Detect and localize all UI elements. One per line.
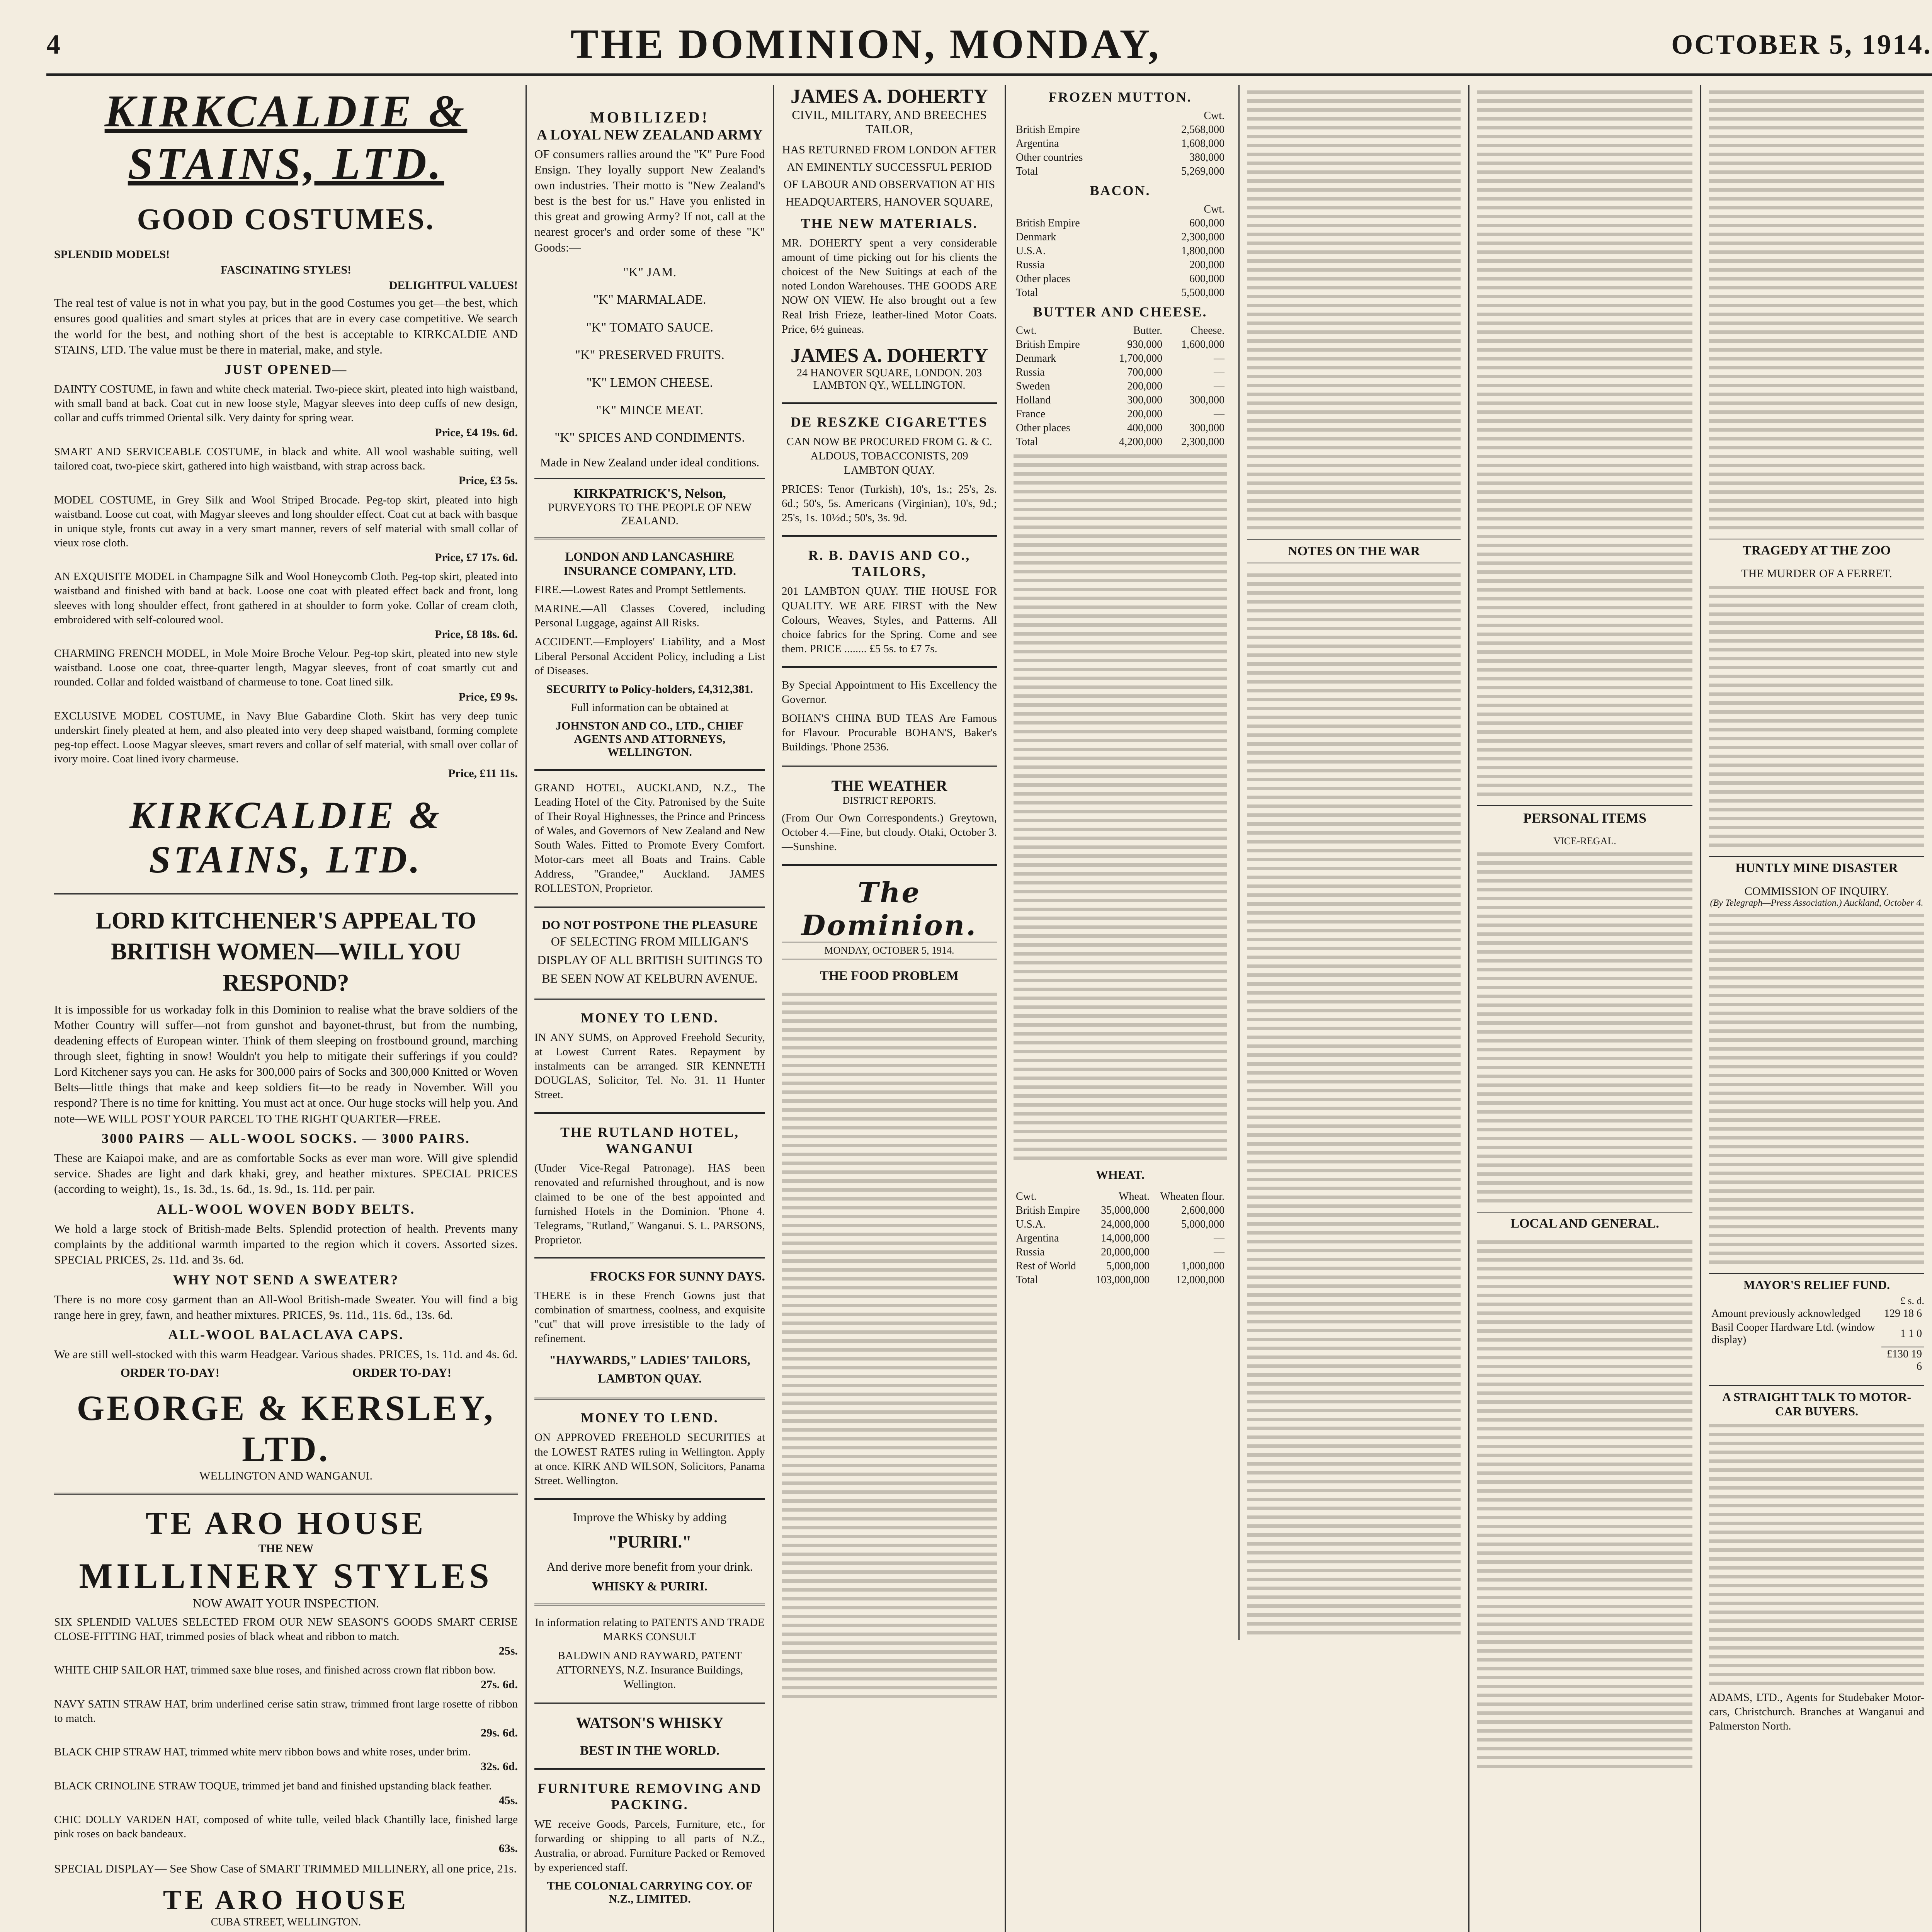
adams-signature: ADAMS, LTD., Agents for Studebaker Motor-cars, Christchurch. Branches at Wanganui and Palmerston North. [1709,1691,1924,1733]
item-price: 25s. [498,1644,518,1657]
weather-heading: THE WEATHER [831,777,947,794]
socks-body: These are Kaiapoi make, and are as comfortable Socks as ever man wore. Will give splendid service. Shades are light and dark khaki, grey, and heather mixtures. SPECIAL PRICES (according to weight), 1s., 1s. 3d., 1s. 6d., 1s. 9d., 1s. 11d. per pair. [54,1151,518,1196]
te-aro-house-footer: TE ARO HOUSE [163,1884,409,1916]
column-3 [773,85,1005,1932]
item-text: BLACK CHIP STRAW HAT, trimmed white merv ribbon bows and white roses, under brim. [54,1746,471,1759]
kitchener-appeal-body: It is impossible for us workaday folk in this Dominion to realise what the brave soldiers of the Mother Country will suffer—not from gunshot and bayonet-thrust, but from the numbing, deadening effects of European winter. Think of them sleeping on frostbound ground, marching through sleet, fighting in snow! Wouldn't you help to mitigate their sufferings if you could? Lord Kitchener says you can. He asks for 300,000 pairs of Socks and 300,000 Knitted or Woven Belts—little things that make and keep soldiers fit—to be ready in November. Will you respond? There is no time for knitting. You must act at once. Our huge stocks will help you. And note—WE WILL POST YOUR PARCEL TO THE RIGHT QUARTER—FREE. [54,1002,518,1125]
doherty-name-2: JAMES A. DOHERTY [790,344,988,367]
table-row: Basil Cooper Hardware Ltd. (window display) 1 1 0 [1711,1321,1922,1346]
column-1-ads [46,85,526,1932]
davis-name: R. B. DAVIS AND CO., TAILORS, [808,548,971,580]
sweater-heading: WHY NOT SEND A SWEATER? [173,1272,399,1287]
item-price: 27s. 6d. [481,1678,518,1691]
doherty-body: HAS RETURNED FROM LONDON AFTER AN EMINENTLY SUCCESSFUL PERIOD OF LABOUR AND OBSERVATION AT HIS HEADQUARTERS, HANOVER SQUARE, [782,143,997,208]
puriri-sub: And derive more benefit from your drink. [546,1559,753,1573]
weather-sub: DISTRICT REPORTS. [842,794,936,806]
bohan-heading: By Special Appointment to His Excellency the Governor. [782,679,997,706]
wheat-heading: WHEAT. [1096,1168,1145,1182]
table-row: U.S.A. 24,000,000 5,000,000 [1016,1218,1225,1230]
insurance-title: LONDON AND LANCASHIRE INSURANCE COMPANY, LTD. [563,549,736,578]
item-text: BLACK CRINOLINE STRAW TOQUE, trimmed jet band and finished upstanding black feather. [54,1779,492,1792]
mayors-fund-table [1709,1307,1924,1374]
wheat-table: Cwt. Wheat. Wheaten flour. British Empire 35,000,000 2,600,000 U.S.A. 24,000,000 5,000,000 Argentina 14,000,000 — Russia 20,000,000 — Rest of World 5,000,000 1,000,000 Total 103,000,000 12,000,000 [1014,1190,1227,1287]
kirkcaldie-title: KIRKCALDIE & STAINS, LTD. [104,86,468,189]
de-reszke-heading: DE RESZKE CIGARETTES [791,414,988,430]
money-to-lend-2-body: ON APPROVED FREEHOLD SECURITIES at the LOWEST RATES ruling in Wellington. Apply at once. KIRK AND WILSON, Solicitors, Panama Street. Wellington. [534,1431,765,1487]
puriri-heading: Improve the Whisky by adding [573,1510,727,1524]
davis-body: 201 LAMBTON QUAY. THE HOUSE FOR QUALITY. WE ARE FIRST with the New Colours, Weaves, Styles, and Patterns. All choice fabrics for the Spring. Come and see them. PRICE ........ £5 5s. to £7 7s. [782,585,997,655]
insurance-security: SECURITY to Policy-holders, £4,312,381. [546,682,753,696]
list-item [54,1697,518,1741]
item-text: NAVY SATIN STRAW HAT, brim underlined cerise satin straw, trimmed front large rosette of ribbon to match. [54,1697,518,1725]
splendid-models: SPLENDID MODELS! [54,248,170,261]
article-text-block [1709,914,1924,1264]
table-row: Rest of World 5,000,000 1,000,000 [1016,1260,1225,1272]
item-text: DAINTY COSTUME, in fawn and white check material. Two-piece skirt, pleated into high waistband, with small band at back. Coat cut in new loose style, Magyar sleeves into deep cuffs of new design, collar and cuffs trimmed Oriental silk. Very dainty for spring wear. [54,383,518,424]
belts-body: We hold a large stock of British-made Belts. Splendid protection of health. Prevents many complaints by the additional warmth imparted to the region which it covers. Assorted sizes. SPECIAL PRICES, 2s. 11d. and 3s. 6d. [54,1221,518,1267]
item-text: CHARMING FRENCH MODEL, in Mole Moire Broche Velour. Peg-top skirt, pleated into new style waistband. Loose one coat, three-quarter length, Magyar sleeves, front of coat smartly cut and rounded. Collar and folded waistband of charmeuse to tone. Coat lined silk. [54,647,518,689]
doherty-trade: CIVIL, MILITARY, AND BREECHES TAILOR, [792,108,987,136]
food-problem-heading: THE FOOD PROBLEM [820,968,959,983]
item-price: 45s. [498,1794,518,1807]
item-price: 32s. 6d. [481,1760,518,1773]
list-item [54,1745,518,1774]
article-text-block [1477,852,1692,1202]
money-to-lend-heading: MONEY TO LEND. [581,1010,719,1026]
column-4 [1005,85,1468,1932]
insurance-agents: JOHNSTON AND CO., LTD., CHIEF AGENTS AND ATTORNEYS, WELLINGTON. [556,719,744,759]
k-good-item: "K" MINCE MEAT. [596,403,704,418]
item-price: Price, £4 19s. 6d. [435,426,518,439]
milligan-sub: OF SELECTING FROM MILLIGAN'S DISPLAY OF ALL BRITISH SUITINGS TO BE SEEN NOW AT KELBURN AVENUE. [537,934,762,985]
millinery-sub: NOW AWAIT YOUR INSPECTION. [192,1596,379,1610]
page-number: 4 [46,29,60,60]
dominion-date: MONDAY, OCTOBER 5, 1914. [782,942,997,959]
table-row: Denmark 2,300,000 [1016,231,1225,243]
column-6 [1700,85,1932,1932]
bohan-body: BOHAN'S CHINA BUD TEAS Are Famous for Flavour. Procurable BOHAN'S, Baker's Buildings. 'Phone 2536. [782,712,997,753]
kirkpatrick-firm: KIRKPATRICK'S, Nelson, [573,486,726,501]
item-text: SIX SPLENDID VALUES SELECTED FROM OUR NEW SEASON'S GOODS SMART CERISE CLOSE-FITTING HAT, trimmed posies of black wheat and ribbon to match. [54,1616,518,1643]
commission-sub: COMMISSION OF INQUIRY. [1744,885,1889,898]
milligan-heading: DO NOT POSTPONE THE PLEASURE [542,917,758,932]
frocks-heading: FROCKS FOR SUNNY DAYS. [590,1269,765,1284]
bacon-heading: BACON. [1090,183,1151,198]
weather-body: (From Our Own Correspondents.) Greytown, October 4.—Fine, but cloudy. Otaki, October 3.—Sunshine. [782,811,997,853]
table-row: Other places 600,000 [1016,273,1225,285]
vice-regal-sub: VICE-REGAL. [1553,835,1616,847]
article-text-block [1014,454,1227,1160]
frozen-mutton-heading: FROZEN MUTTON. [1048,89,1192,105]
item-price: 63s. [498,1842,518,1855]
mobilized-body: OF consumers rallies around the "K" Pure Food Ensign. They loyally support New Zealand's own industries. Their motto is "New Zealand's best is the best for us." Have you enlisted in this great and growing Army? If not, call at the nearest grocer's and order some of these "K" Goods:— [534,147,765,254]
george-kersley-firm: GEORGE & KERSLEY, LTD. [77,1388,495,1469]
butter-cheese-table: Cwt. Butter. Cheese. British Empire 930,000 1,600,000 Denmark 1,700,000 — Russia 700,000 — Sweden 200,000 — Holland 300,000 300,000 France 200,000 — Other places 400,000 300,000 Total 4,200,000 2,300,000 [1014,324,1227,449]
new-materials-body: MR. DOHERTY spent a very considerable amount of time picking out for his clients the choicest of the New Suitings at each of the noted London Warehouses. THE GOODS ARE NOW ON VIEW. He also brought out a few Real Irish Frieze, leather-lined Motor Coats. Price, 6½ guineas. [782,237,997,335]
socks-heading: 3000 PAIRS — ALL-WOOL SOCKS. — 3000 PAIRS. [102,1130,470,1146]
sweater-body: There is no more cosy garment than an All-Wool British-made Sweater. You will find a big range here in grey, fawn, and heather mixtures. PRICES, 9s. 11d., 11s. 6d., 13s. 6d. [54,1292,518,1321]
table-row: Russia 700,000 — [1016,366,1225,378]
table-row: Sweden 200,000 — [1016,380,1225,392]
article-text-block [782,993,997,1698]
insurance-fire: FIRE.—Lowest Rates and Prompt Settlements. [534,583,746,596]
table-row: Total 103,000,000 12,000,000 [1016,1274,1225,1286]
mobilized-heading: MOBILIZED! [590,109,709,126]
article-text-block [1709,1424,1924,1685]
unit-label: Cwt. [1204,110,1225,122]
haywards-firm: "HAYWARDS," LADIES' TAILORS, LAMBTON QUAY. [549,1353,750,1386]
george-kersley-place: WELLINGTON AND WANGANUI. [199,1469,372,1482]
k-good-item: "K" LEMON CHEESE. [586,375,713,390]
belts-heading: ALL-WOOL WOVEN BODY BELTS. [156,1201,415,1217]
item-text: MODEL COSTUME, in Grey Silk and Wool Striped Brocade. Peg-top skirt, pleated into high waistband. Loose cut coat, with Magyar sleeves and long shoulder effect. Coat cut at back with basque in unique style, fronts cut away in a very smart manner, revers of self material with small collar of vieux rose cloth. [54,493,518,549]
list-item [54,1813,518,1856]
item-price: Price, £7 17s. 6d. [435,551,518,564]
loyal-army: A LOYAL NEW ZEALAND ARMY [537,127,763,143]
butter-cheese-heading: BUTTER AND CHEESE. [1033,304,1208,320]
k-good-item: "K" SPICES AND CONDIMENTS. [554,430,745,445]
item-text: CHIC DOLLY VARDEN HAT, composed of white tulle, veiled black Chantilly lace, finished large pink roses on back bandeaux. [54,1813,518,1840]
list-item [54,1615,518,1659]
table-row: Total 4,200,000 2,300,000 [1016,436,1225,448]
insurance-accident: ACCIDENT.—Employers' Liability, and a Most Liberal Personal Accident Policy, including a List of Diseases. [534,636,765,677]
caps-body: We are still well-stocked with this warm Headgear. Various shades. PRICES, 1s. 11d. and 4s. 6d. [54,1347,518,1361]
delightful-values: DELIGHTFUL VALUES! [389,279,518,292]
newspaper-title: THE DOMINION, MONDAY, [570,21,1161,67]
table-row: Argentina 1,608,000 [1016,138,1225,150]
new-materials-heading: THE NEW MATERIALS. [801,216,978,231]
article-text-block [1477,90,1692,796]
de-reszke-body: CAN NOW BE PROCURED FROM G. & C. ALDOUS, TOBACCONISTS, 209 LAMBTON QUAY. [786,435,992,476]
personal-items-heading: PERSONAL ITEMS [1477,805,1692,826]
k-good-item: "K" TOMATO SAUCE. [586,320,714,335]
table-row: British Empire 930,000 1,600,000 [1016,338,1225,350]
table-row: Total 5,269,000 [1016,165,1225,177]
good-costumes-heading: GOOD COSTUMES. [137,202,435,236]
patents-firm: BALDWIN AND RAYWARD, PATENT ATTORNEYS, N.Z. Insurance Buildings, Wellington. [556,1650,743,1691]
issue-date: OCTOBER 5, 1914. [1671,29,1932,60]
te-aro-place: CUBA STREET, WELLINGTON. [211,1916,361,1929]
made-in-nz: Made in New Zealand under ideal conditions. [540,455,760,469]
de-reszke-prices: PRICES: Tenor (Turkish), 10's, 1s.; 25's, 2s. 6d.; 50's, 5s. Americans (Virginian), 10's, 9d.; 25's, 1s. 10½d.; 50's, 3s. 9d. [782,483,997,524]
watsons-sub: BEST IN THE WORLD. [580,1743,719,1758]
item-price: Price, £9 9s. [458,690,518,703]
rutland-heading: THE RUTLAND HOTEL, WANGANUI [560,1124,740,1156]
table-row: Russia 20,000,000 — [1016,1246,1225,1258]
article-text-block [1247,573,1461,1634]
dominion-flag: The Dominion. [801,876,978,942]
puriri-name: "PURIRI." [608,1532,692,1551]
fascinating-styles: FASCINATING STYLES! [220,264,352,276]
k-good-item: "K" MARMALADE. [593,293,706,307]
masthead [46,15,1932,76]
kirkpatrick-sub: PURVEYORS TO THE PEOPLE OF NEW ZEALAND. [548,501,752,527]
furniture-body: WE receive Goods, Parcels, Furniture, etc., for forwarding or shipping to all parts of N.Z., Australia, or abroad. Furniture Packed or Removed by experienced staff. [534,1818,765,1874]
kitchener-appeal-title: LORD KITCHENER'S APPEAL TO BRITISH WOMEN—WILL YOU RESPOND? [95,907,476,996]
grand-hotel-ad: GRAND HOTEL, AUCKLAND, N.Z., The Leading Hotel of the City. Patronised by the Suite of Their Royal Highnesses, the Prince and Princess of Wales, and Governors of New Zealand and New South Wales. Fitted to Promote Every Comfort. Motor-cars meet all Boats and Trains. Cable Address, "Grandee," Auckland. JAMES ROLLESTON, Proprietor. [534,781,765,895]
column-5 [1468,85,1700,1932]
money-to-lend-2-heading: MONEY TO LEND. [581,1410,719,1426]
table-row: Other places 400,000 300,000 [1016,422,1225,434]
item-text: WHITE CHIP SAILOR HAT, trimmed saxe blue roses, and finished across crown flat ribbon bow. [54,1664,496,1677]
article-text-block [1477,1240,1692,1768]
list-item [54,493,518,565]
local-general-heading: LOCAL AND GENERAL. [1477,1212,1692,1231]
item-text: AN EXQUISITE MODEL in Champagne Silk and Wool Honeycomb Cloth. Peg-top skirt, pleated into waistband and finished with band at back. Loose one coat with pleated effect back and front, long sleeves with long shoulder effect, front gathered in at shoulder to form yoke. Collar of cream cloth, embroidered with self-coloured wool. [54,570,518,626]
puriri-footer: WHISKY & PURIRI. [592,1579,707,1593]
item-text: SMART AND SERVICEABLE COSTUME, in black and white. All wool washable suiting, well tailored coat, two-piece skirt, gathered into high waistband, with strap across back. [54,445,518,473]
te-aro-house-title: TE ARO HOUSE [145,1505,427,1541]
table-row: U.S.A. 1,800,000 [1016,245,1225,257]
k-good-item: "K" PRESERVED FRUITS. [575,348,724,362]
kirkcaldie-footer: KIRKCALDIE & STAINS, LTD. [129,793,443,881]
table-row: Holland 300,000 300,000 [1016,394,1225,406]
frocks-body: THERE is in these French Gowns just that combination of smartness, coolness, and exquisite "cut" that will prove irresistible to the lady of refinement. [534,1289,765,1345]
table-row: Russia 200,000 [1016,259,1225,271]
doherty-address: 24 HANOVER SQUARE, LONDON. 203 LAMBTON QY., WELLINGTON. [796,367,982,391]
order-today-left: ORDER TO-DAY! [120,1365,220,1379]
item-price: 29s. 6d. [481,1726,518,1739]
money-to-lend-body: IN ANY SUMS, on Approved Freehold Security, at Lowest Current Rates. Repayment by instalments can be arranged. SIR KENNETH DOUGLAS, Solicitor, Tel. No. 31. 11 Hunter Street. [534,1031,765,1101]
list-item [54,1779,518,1808]
doherty-name: JAMES A. DOHERTY [790,85,988,107]
item-price: Price, £8 18s. 6d. [435,628,518,641]
just-opened: JUST OPENED— [224,362,348,378]
currency-header: £ s. d. [1900,1295,1924,1306]
list-item [54,570,518,642]
millinery-styles-heading: MILLINERY STYLES [79,1556,493,1595]
the-new: THE NEW [258,1542,314,1555]
notes-on-war-heading: NOTES ON THE WAR [1247,539,1461,563]
list-item [54,445,518,488]
caps-heading: ALL-WOOL BALACLAVA CAPS. [168,1327,404,1343]
table-row: £130 19 6 [1709,1347,1924,1374]
table-row: Total 5,500,000 [1016,287,1225,299]
article-text-block [1247,90,1461,529]
huntly-dateline: (By Telegraph—Press Association.) Auckland, October 4. [1710,898,1923,908]
ferret-sub: THE MURDER OF A FERRET. [1741,567,1892,580]
column-2-ads [526,85,773,1932]
item-text: EXCLUSIVE MODEL COSTUME, in Navy Blue Gabardine Cloth. Skirt has very deep tunic underskirt finely pleated at hem, and also pleated into very deep shaped waistband, forming complete peg-top effect. Loose Magyar sleeves, smart revers and collar of self material, with small over collar of ivory moire. Coat lined ivory charmeuse. [54,709,518,765]
rutland-body: (Under Vice-Regal Patronage). HAS been renovated and refurnished throughout, and is now claimed to be one of the best appointed and furnished Hotels in the Dominion. 'Phone 4. Telegrams, "Rutland," Wanganui. S. L. PARSONS, Proprietor. [534,1162,765,1246]
insurance-info: Full information can be obtained at [571,701,729,714]
table-row: British Empire 35,000,000 2,600,000 [1016,1204,1225,1216]
list-item [54,646,518,704]
order-today-right: ORDER TO-DAY! [352,1365,452,1379]
list-item [54,382,518,440]
article-text-block [1709,586,1924,847]
item-price: Price, £11 11s. [448,767,518,780]
bacon-table: Cwt. British Empire 600,000 Denmark 2,300,000 U.S.A. 1,800,000 Russia 200,000 Other places 600,000 Total 5,500,000 [1014,202,1227,300]
list-item [54,1663,518,1692]
insurance-marine: MARINE.—All Classes Covered, including Personal Luggage, against All Risks. [534,602,765,629]
article-text-block [1709,90,1924,529]
table-row: British Empire 2,568,000 [1016,124,1225,136]
costumes-intro: The real test of value is not in what you pay, but in the good Costumes you get—the best, which ensures good qualities and smart styles at prices that are in every case competitive. We search the world for the best, and nothing short of the best is acceptable to KIRKCALDIE AND STAINS, LTD. The value must be there in material, make, and style. [54,296,518,356]
table-row: Denmark 1,700,000 — [1016,352,1225,364]
k-good-item: "K" JAM. [623,265,677,280]
motor-talk-heading: A STRAIGHT TALK TO MOTOR-CAR BUYERS. [1709,1385,1924,1418]
table-row: Amount previously acknowledged 129 18 6 [1711,1308,1922,1320]
furniture-heading: FURNITURE REMOVING AND PACKING. [537,1781,762,1813]
mutton-table [1014,109,1227,179]
table-row: British Empire 600,000 [1016,217,1225,229]
colonial-carrying-firm: THE COLONIAL CARRYING COY. OF N.Z., LIMITED. [547,1879,753,1905]
table-row: France 200,000 — [1016,408,1225,420]
mayors-fund-heading: MAYOR'S RELIEF FUND. [1709,1273,1924,1292]
special-display: SPECIAL DISPLAY— See Show Case of SMART TRIMMED MILLINERY, all one price, 21s. [54,1861,517,1875]
table-row: Argentina 14,000,000 — [1016,1232,1225,1244]
table-row: Other countries 380,000 [1016,151,1225,163]
list-item [54,709,518,781]
zoo-tragedy-heading: TRAGEDY AT THE ZOO [1709,539,1924,558]
watsons-heading: WATSON'S WHISKY [576,1714,724,1732]
huntly-heading: HUNTLY MINE DISASTER [1709,856,1924,876]
patents-heading: In information relating to PATENTS AND TRADE MARKS CONSULT [535,1616,765,1643]
item-price: Price, £3 5s. [458,474,518,487]
